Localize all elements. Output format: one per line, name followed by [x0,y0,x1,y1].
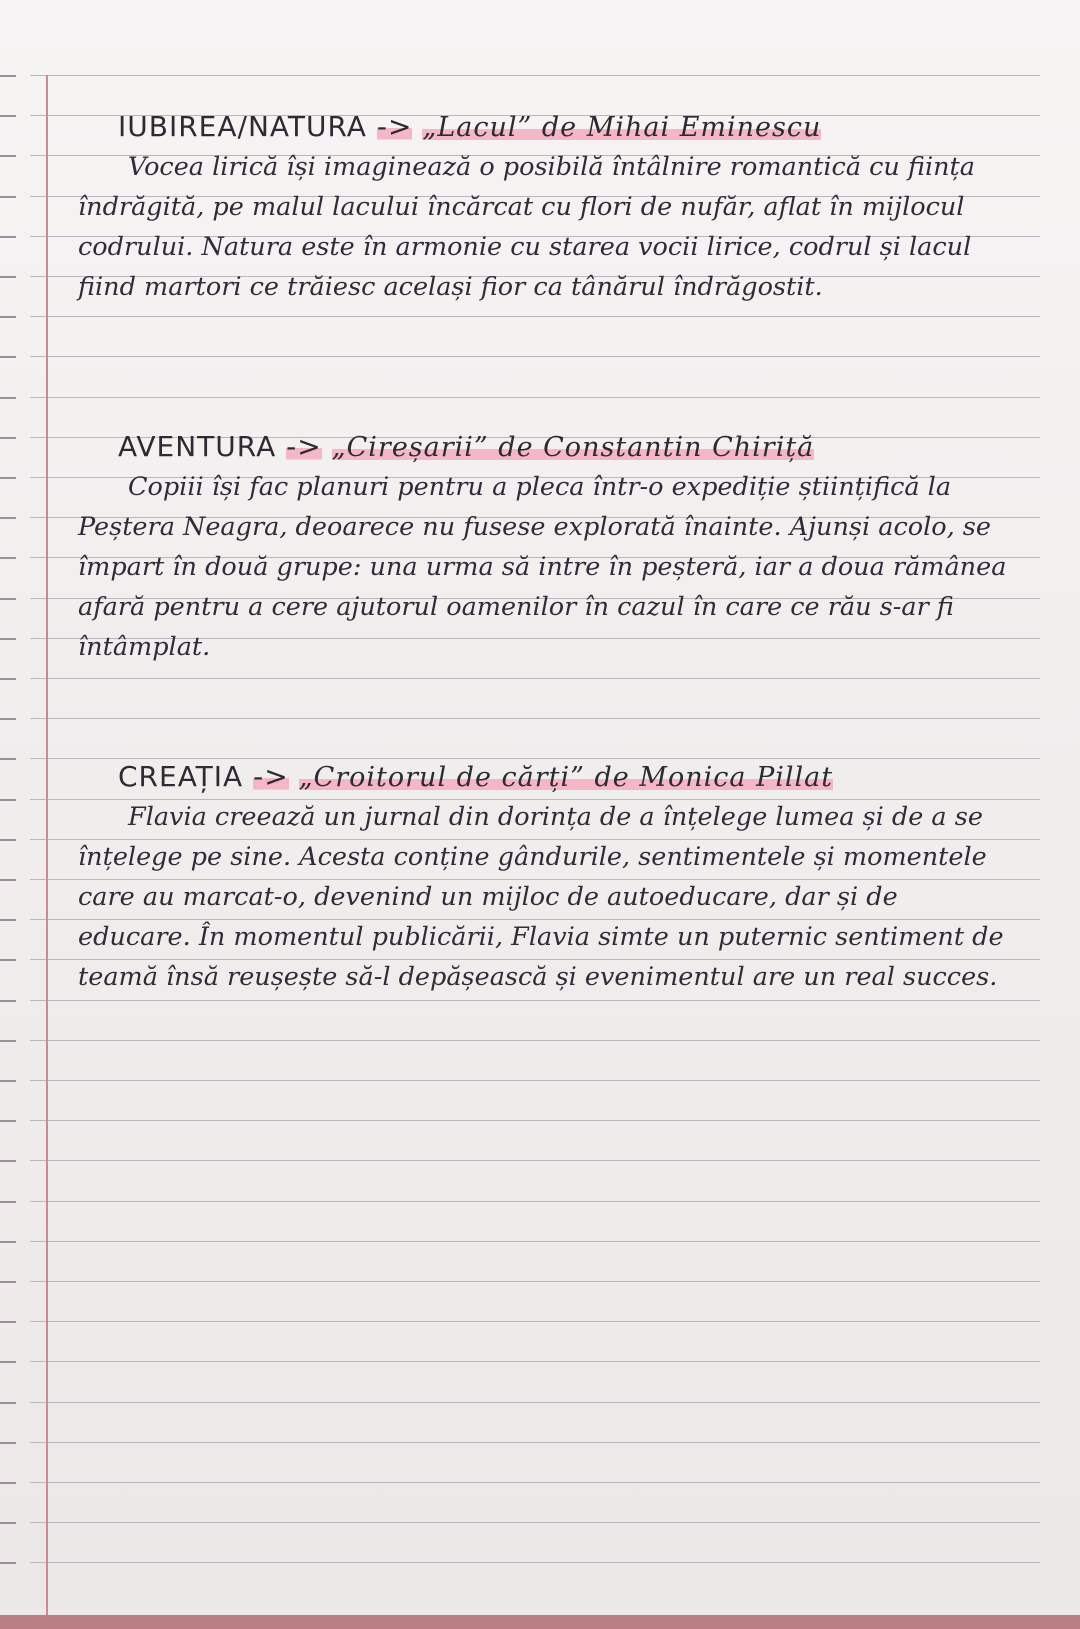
ruled-line [30,1562,1040,1563]
margin-tick [0,196,16,198]
section-aventura [78,430,1028,667]
work-title: „Cireșarii” de Constantin Chiriță [331,432,815,463]
section-iubirea-natura [78,110,1028,307]
margin-tick [0,316,16,318]
margin-tick [0,1522,16,1524]
summary-text: Flavia creează un jurnal din dorința de a înțelege lumea și de a se înțelege pe sine. Acesta conține gândurile, sentimentele și momentele care au marcat-o, devenind un mijloc de autoeducare, dar și de educare. În momentul publicării, Flavia simte un puternic sentiment de teamă însă reușește să-l depășească și evenimentul are un real succes. [78,802,1004,992]
section-heading [118,430,1028,463]
theme-label: IUBIREA/NATURA [118,110,367,143]
margin-tick [0,638,16,640]
section-heading [118,760,1028,793]
ruled-line [30,397,1040,398]
margin-tick [0,397,16,399]
margin-tick [0,1361,16,1363]
work-title: „Croitorul de cărți” de Monica Pillat [298,762,834,793]
ruled-line [30,1080,1040,1081]
margin-tick [0,1080,16,1082]
ruled-line [30,1120,1040,1121]
theme-label: AVENTURA [118,430,277,463]
margin-tick [0,1000,16,1002]
ruled-line [30,316,1040,317]
margin-tick [0,758,16,760]
margin-line [46,75,48,1629]
ruled-line [30,678,1040,679]
margin-tick [0,517,16,519]
margin-tick [0,919,16,921]
margin-tick [0,437,16,439]
theme-label: CREAȚIA [118,760,244,793]
margin-tick [0,879,16,881]
ruled-line [30,758,1040,759]
ruled-line [30,356,1040,357]
margin-tick [0,236,16,238]
ruled-line [30,1361,1040,1362]
margin-tick [0,356,16,358]
margin-tick [0,477,16,479]
margin-tick [0,115,16,117]
ruled-line [30,1442,1040,1443]
margin-tick [0,1241,16,1243]
summary-text: Vocea lirică își imaginează o posibilă întâlnire romantică cu ființa îndrăgită, pe malul lacului încărcat cu flori de nufăr, aflat în mijlocul codrului. Natura este în armonie cu starea vocii lirice, codrul și lacul fiind martori ce trăiesc același fior ca tânărul îndrăgostit. [78,152,975,302]
margin-tick [0,557,16,559]
ruled-line [30,1482,1040,1483]
ruled-line [30,1321,1040,1322]
section-creatia [78,760,1028,997]
margin-tick [0,75,16,77]
margin-tick [0,1562,16,1564]
work-title: „Lacul” de Mihai Eminescu [422,112,822,143]
margin-tick [0,1160,16,1162]
ruled-line [30,1241,1040,1242]
margin-tick [0,1442,16,1444]
arrow: -> [376,110,413,143]
ruled-line [30,75,1040,76]
arrow: -> [253,760,289,793]
margin-tick [0,959,16,961]
margin-tick [0,1120,16,1122]
ruled-line [30,1201,1040,1202]
summary-text: Copiii își fac planuri pentru a pleca într-o expediție științifică la Peștera Neagra, deoarece nu fusese explorată înainte. Ajunși acolo, se împart în două grupe: una urma să intre în peșteră, iar a doua rămânea afară pentru a cere ajutorul oamenilor în cazul în care ce rău s-ar fi întâmplat. [78,472,1007,662]
ruled-line [30,1040,1040,1041]
ruled-line [30,1000,1040,1001]
margin-tick [0,1321,16,1323]
margin-tick [0,1402,16,1404]
margin-tick [0,718,16,720]
margin-tick [0,1040,16,1042]
margin-tick [0,799,16,801]
margin-tick [0,155,16,157]
margin-tick [0,1281,16,1283]
margin-tick [0,839,16,841]
ruled-line [30,1402,1040,1403]
margin-tick [0,598,16,600]
arrow: -> [286,430,322,463]
ruled-line [30,1160,1040,1161]
ruled-line [30,1522,1040,1523]
margin-tick [0,1201,16,1203]
section-heading [118,110,1028,143]
margin-tick [0,1482,16,1484]
page-bottom-edge [0,1615,1080,1629]
ruled-line [30,1281,1040,1282]
margin-tick [0,678,16,680]
ruled-line [30,718,1040,719]
margin-tick [0,276,16,278]
